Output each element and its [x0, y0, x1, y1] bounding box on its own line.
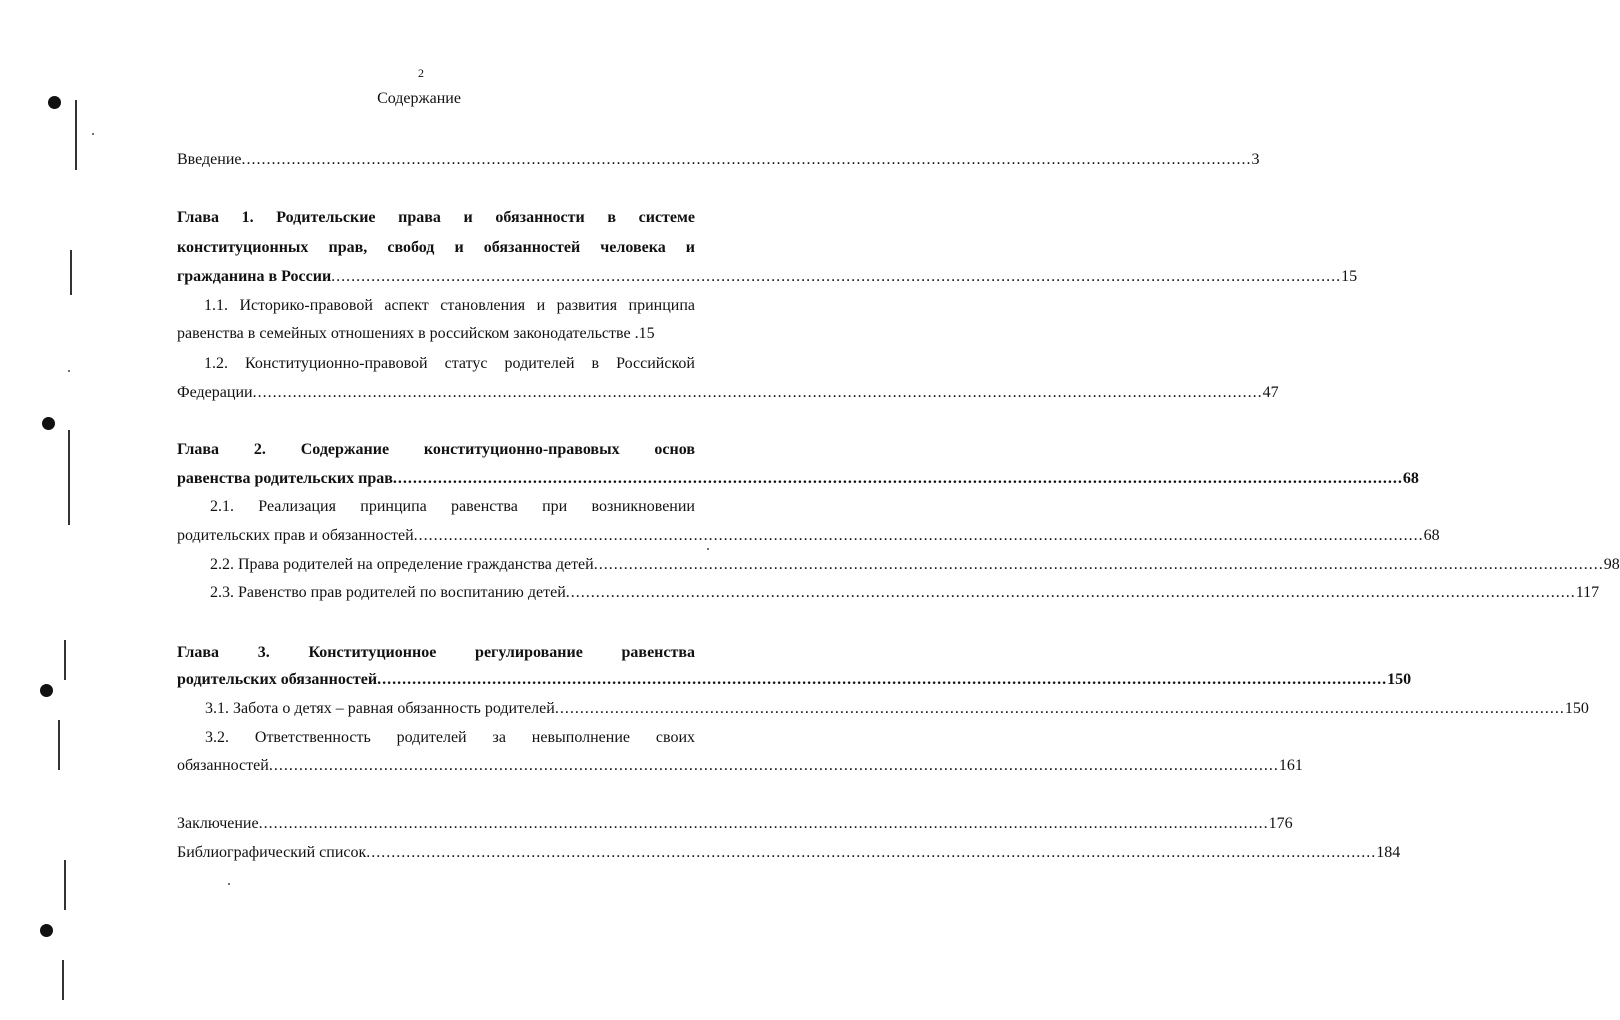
dot-leader: .......................................................................................................................................................................................................... — [377, 671, 1388, 688]
scan-speck — [228, 883, 230, 885]
toc-section-2-1-line-2: родительских прав и обязанностей .......................................................................................................................................................................................................... 68 — [177, 527, 1440, 544]
toc-chapter-2-line-1: Глава 2. Содержание конституционно-правовых основ — [177, 441, 695, 458]
toc-page-number: 150 — [1387, 671, 1412, 688]
dot-leader: .......................................................................................................................................................................................................... — [258, 815, 1269, 832]
scan-speck — [68, 370, 70, 372]
toc-section-1-2-line-1: 1.2. Конституционно-правовой статус родителей в Российской — [204, 355, 695, 372]
toc-chapter-1-line-1: Глава 1. Родительские права и обязанности в системе — [177, 209, 695, 226]
toc-section-2-3: 2.3. Равенство прав родителей по воспитанию детей .......................................................................................................................................................................................................... 117 — [210, 584, 1600, 601]
toc-section-3-1: 3.1. Забота о детях – равная обязанность родителей .......................................................................................................................................................................................................... 150 — [205, 700, 1589, 717]
toc-entry-conclusion: Заключение .......................................................................................................................................................................................................... 176 — [177, 815, 1293, 832]
scan-speck — [92, 133, 94, 135]
binding-hole-3 — [40, 684, 53, 697]
toc-section-2-1-line-1: 2.1. Реализация принципа равенства при возникновении — [210, 498, 695, 515]
toc-page-number: 68 — [1423, 527, 1440, 544]
toc-page-number: 68 — [1402, 470, 1419, 487]
toc-section-3-2-line-1: 3.2. Ответственность родителей за невыполнение своих — [205, 729, 695, 746]
toc-page-number: 47 — [1262, 384, 1279, 401]
scan-mark — [68, 430, 70, 525]
scan-mark — [62, 960, 64, 1000]
binding-hole-4 — [40, 924, 53, 937]
toc-page-number: 161 — [1278, 757, 1303, 774]
toc-chapter-1-line-2: конституционных прав, свобод и обязанностей человека и — [177, 239, 695, 256]
toc-page-number: 150 — [1564, 700, 1589, 717]
scan-mark — [64, 640, 66, 680]
toc-page-number: 176 — [1268, 815, 1293, 832]
toc-chapter-1-line-3: гражданина в России .......................................................................................................................................................................................................... 15 — [177, 268, 1358, 285]
dot-leader: .......................................................................................................................................................................................................... — [366, 844, 1377, 861]
scan-speck — [707, 548, 709, 550]
toc-page-number: 98 — [1603, 556, 1620, 573]
toc-chapter-3-line-2: родительских обязанностей .......................................................................................................................................................................................................... 150 — [177, 671, 1412, 688]
binding-hole-2 — [42, 417, 55, 430]
scan-mark — [70, 250, 72, 295]
toc-page-number: 117 — [1575, 584, 1600, 601]
dot-leader: .......................................................................................................................................................................................................... — [241, 151, 1252, 168]
toc-section-1-1-line-1: 1.1. Историко-правовой аспект становления и развития принципа — [204, 297, 695, 314]
page-number: 2 — [418, 66, 424, 80]
dot-leader: .......................................................................................................................................................................................................... — [331, 268, 1342, 285]
toc-chapter-2-line-2: равенства родительских прав .......................................................................................................................................................................................................... 68 — [177, 470, 1419, 487]
dot-leader: .......................................................................................................................................................................................................... — [392, 470, 1403, 487]
page-title: Содержание — [377, 90, 461, 107]
dot-leader: .......................................................................................................................................................................................................... — [413, 527, 1424, 544]
toc-section-3-2-line-2: обязанностей .......................................................................................................................................................................................................... 161 — [177, 757, 1303, 774]
toc-entry-bibliography: Библиографический список .......................................................................................................................................................................................................... 184 — [177, 844, 1401, 861]
scan-mark — [75, 100, 77, 170]
toc-chapter-3-line-1: Глава 3. Конституционное регулирование равенства — [177, 644, 695, 661]
toc-entry-intro: Введение .......................................................................................................................................................................................................... 3 — [177, 151, 1260, 168]
toc-section-1-1-line-2: равенства в семейных отношениях в российском законодательстве .15 — [177, 325, 655, 342]
toc-section-1-2-line-2: Федерации .......................................................................................................................................................................................................... 47 — [177, 384, 1279, 401]
dot-leader: .......................................................................................................................................................................................................... — [565, 584, 1576, 601]
dot-leader: .......................................................................................................................................................................................................... — [554, 700, 1565, 717]
toc-page-number: 184 — [1376, 844, 1401, 861]
dot-leader: .......................................................................................................................................................................................................... — [268, 757, 1279, 774]
dot-leader: .......................................................................................................................................................................................................... — [593, 556, 1604, 573]
toc-page-number: 3 — [1251, 151, 1260, 168]
dot-leader: .......................................................................................................................................................................................................... — [252, 384, 1263, 401]
scan-mark — [58, 720, 60, 770]
toc-page-number: 15 — [1341, 268, 1358, 285]
scan-mark — [64, 860, 66, 910]
toc-section-2-2: 2.2. Права родителей на определение гражданства детей .......................................................................................................................................................................................................... 98 — [210, 556, 1620, 573]
